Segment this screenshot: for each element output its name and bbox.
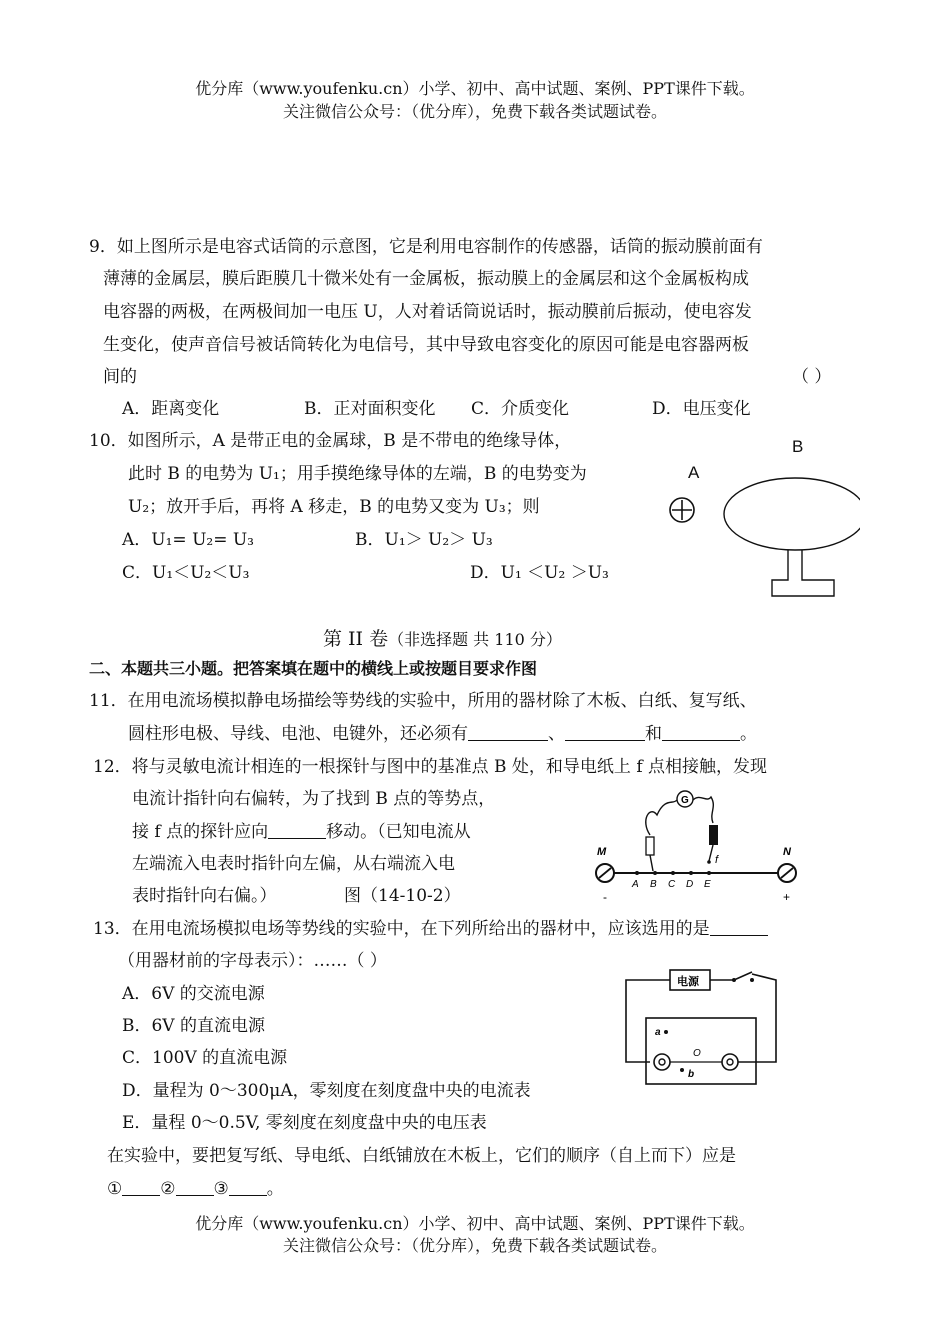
part2-title: 第 II 卷 xyxy=(323,628,389,650)
q11-line-1: 11．在用电流场模拟静电场描绘等势线的实验中，所用的器材除了木板、白纸、复写纸、 xyxy=(89,691,757,711)
electrode-right-icon xyxy=(722,1054,738,1070)
point-f xyxy=(707,860,711,864)
q9-answer-bracket: （ ） xyxy=(792,367,832,387)
q10-line-2: 此时 B 的电势为 U₁；用手摸绝缘导体的左端，B 的电势变为 xyxy=(128,464,587,484)
probe-right-handle xyxy=(709,825,718,845)
fig-label-b: B xyxy=(792,437,804,456)
q12-line-2: 电流计指针向右偏转，为了找到 B 点的等势点， xyxy=(132,789,496,809)
point-b xyxy=(653,871,657,875)
q10-line-3: U₂；放开手后，再将 A 移走，B 的电势又变为 U₃；则 xyxy=(128,497,540,517)
q13-figure-circuit xyxy=(610,960,790,1095)
q13-order-question: 在实验中，要把复写纸、导电纸、白纸铺放在木板上，它们的顺序（自上而下）应是 xyxy=(107,1146,736,1166)
electrode-left-icon xyxy=(654,1054,670,1070)
q9-option-b: B．正对面积变化 xyxy=(304,399,436,419)
q10-figure-sphere-conductor xyxy=(660,430,860,605)
electrode-n-icon xyxy=(778,864,796,882)
label-point-a: A xyxy=(632,879,639,890)
order-end: 。 xyxy=(266,1179,284,1199)
order-label-3: ③ xyxy=(213,1179,229,1199)
q13-option-d: D．量程为 0～300μA，零刻度在刻度盘中央的电流表 xyxy=(122,1081,531,1101)
q9-option-d: D．电压变化 xyxy=(652,399,751,419)
q13-order-answer xyxy=(107,1178,284,1200)
label-g: G xyxy=(681,795,689,806)
point-e xyxy=(707,871,711,875)
part2-title-wrapper xyxy=(323,624,562,651)
label-n: N xyxy=(783,846,791,858)
label-point-c: C xyxy=(668,879,676,890)
q13-line-2: （用器材前的字母表示）：……（ ） xyxy=(118,951,387,971)
q13-option-b: B．6V 的直流电源 xyxy=(122,1016,265,1036)
label-minus: - xyxy=(603,890,607,904)
point-b xyxy=(680,1068,684,1072)
q9-option-c: C．介质变化 xyxy=(471,399,570,419)
label-power-source: 电源 xyxy=(677,976,699,988)
probe-right-tip xyxy=(709,845,713,861)
q13-option-e: E．量程 0～0.5V, 零刻度在刻度盘中央的电压表 xyxy=(122,1113,487,1133)
q10-option-b: B．U₁＞ U₂＞ U₃ xyxy=(355,530,493,550)
q12-line-5: 表时指针向右偏。） xyxy=(132,886,277,906)
q11-blank-1[interactable] xyxy=(468,724,548,741)
label-m: M xyxy=(597,846,607,858)
probe-left-tip xyxy=(650,855,653,871)
q11-line-2 xyxy=(128,723,757,745)
conductive-paper-board xyxy=(646,1018,756,1084)
galvanometer-icon xyxy=(677,791,693,807)
point-d xyxy=(689,871,693,875)
label-point-b: B xyxy=(650,879,657,890)
q12-line-3-text: 接 f 点的探针应向 xyxy=(132,822,269,842)
q12-line-3 xyxy=(132,821,471,843)
q12-blank[interactable] xyxy=(268,822,326,839)
q9-line-4: 生变化，使声音信号被话筒转化为电信号，其中导致电容变化的原因可能是电容器两板 xyxy=(103,335,749,355)
q10-option-c: C．U₁＜U₂＜U₃ xyxy=(122,563,250,583)
q11-blank-2[interactable] xyxy=(565,724,645,741)
q13-blank-main[interactable] xyxy=(710,919,768,936)
q12-figure-equipotential xyxy=(585,785,810,910)
section-heading: 二、本题共三小题。把答案填在题中的横线上或按题目要求作图 xyxy=(89,659,538,678)
q11-separator-1: 、 xyxy=(548,724,565,744)
q11-blank-3[interactable] xyxy=(662,724,740,741)
point-a xyxy=(635,871,639,875)
q9-line-3: 电容器的两极，在两极间加一电压 U，人对着话筒说话时，振动膜前后振动，使电容发 xyxy=(103,302,752,322)
switch-icon xyxy=(732,972,754,982)
header-line-2: 关注微信公众号：（优分库），免费下载各类试题试卷。 xyxy=(282,102,667,121)
q11-end: 。 xyxy=(740,724,757,744)
point-c xyxy=(671,871,675,875)
q12-line-1: 12．将与灵敏电流计相连的一根探针与图中的基准点 B 处，和导电纸上 f 点相接触，发现 xyxy=(93,757,768,777)
q11-separator-2: 和 xyxy=(645,724,662,744)
q11-line-2-text: 圆柱形电极、导线、电池、电键外，还必须有 xyxy=(128,724,468,744)
positive-sphere-icon xyxy=(670,498,694,522)
order-label-1: ① xyxy=(107,1179,123,1199)
electrode-m-icon xyxy=(596,864,614,882)
label-a: a xyxy=(655,1027,661,1038)
q9-option-a: A．距离变化 xyxy=(122,399,220,419)
q13-line-1-text: 13．在用电流场模拟电场等势线的实验中，在下列所给出的器材中，应该选用的是 xyxy=(93,919,710,939)
order-label-2: ② xyxy=(160,1179,176,1199)
header-line-1: 优分库（www.youfenku.cn）小学、初中、高中试题、案例、PPT课件下载。 xyxy=(195,79,755,98)
label-point-d: D xyxy=(686,879,694,890)
order-blank-3[interactable] xyxy=(229,1179,267,1196)
q13-option-c: C．100V 的直流电源 xyxy=(122,1048,288,1068)
point-a xyxy=(664,1030,668,1034)
probe-left-handle xyxy=(646,837,654,855)
q13-line-1 xyxy=(93,918,768,940)
q12-line-3-rest: 移动。（已知电流从 xyxy=(326,822,471,842)
fig-label-a: A xyxy=(688,463,700,482)
q10-option-a: A．U₁= U₂= U₃ xyxy=(122,530,254,550)
footer-line-2: 关注微信公众号：（优分库），免费下载各类试题试卷。 xyxy=(282,1236,667,1255)
q10-option-d: D．U₁ ＜U₂ ＞U₃ xyxy=(470,563,609,583)
power-source-box xyxy=(670,970,710,990)
q9-line-5: 间的 xyxy=(103,367,137,387)
part2-subtitle: （非选择题 共 110 分） xyxy=(388,630,562,649)
q12-line-4: 左端流入电表时指针向左偏，从右端流入电 xyxy=(132,854,455,874)
label-f: f xyxy=(715,854,719,866)
label-point-e: E xyxy=(704,879,711,890)
q13-option-a: A．6V 的交流电源 xyxy=(122,984,265,1004)
footer-line-1: 优分库（www.youfenku.cn）小学、初中、高中试题、案例、PPT课件下载。 xyxy=(195,1214,755,1233)
label-o: O xyxy=(693,1048,701,1059)
q9-line-2: 薄薄的金属层，膜后距膜几十微米处有一金属板，振动膜上的金属层和这个金属板构成 xyxy=(103,269,749,289)
q12-figure-caption: 图（14-10-2） xyxy=(344,886,461,906)
label-b: b xyxy=(688,1069,695,1080)
label-plus: + xyxy=(783,890,791,904)
insulated-conductor-body xyxy=(724,478,860,550)
q10-line-1: 10．如图所示，A 是带正电的金属球，B 是不带电的绝缘导体， xyxy=(89,431,572,451)
order-blank-1[interactable] xyxy=(122,1179,160,1196)
q9-line-1: 9．如上图所示是电容式话筒的示意图，它是利用电容制作的传感器，话筒的振动膜前面有 xyxy=(89,237,763,257)
insulated-stand xyxy=(772,550,834,596)
order-blank-2[interactable] xyxy=(176,1179,214,1196)
